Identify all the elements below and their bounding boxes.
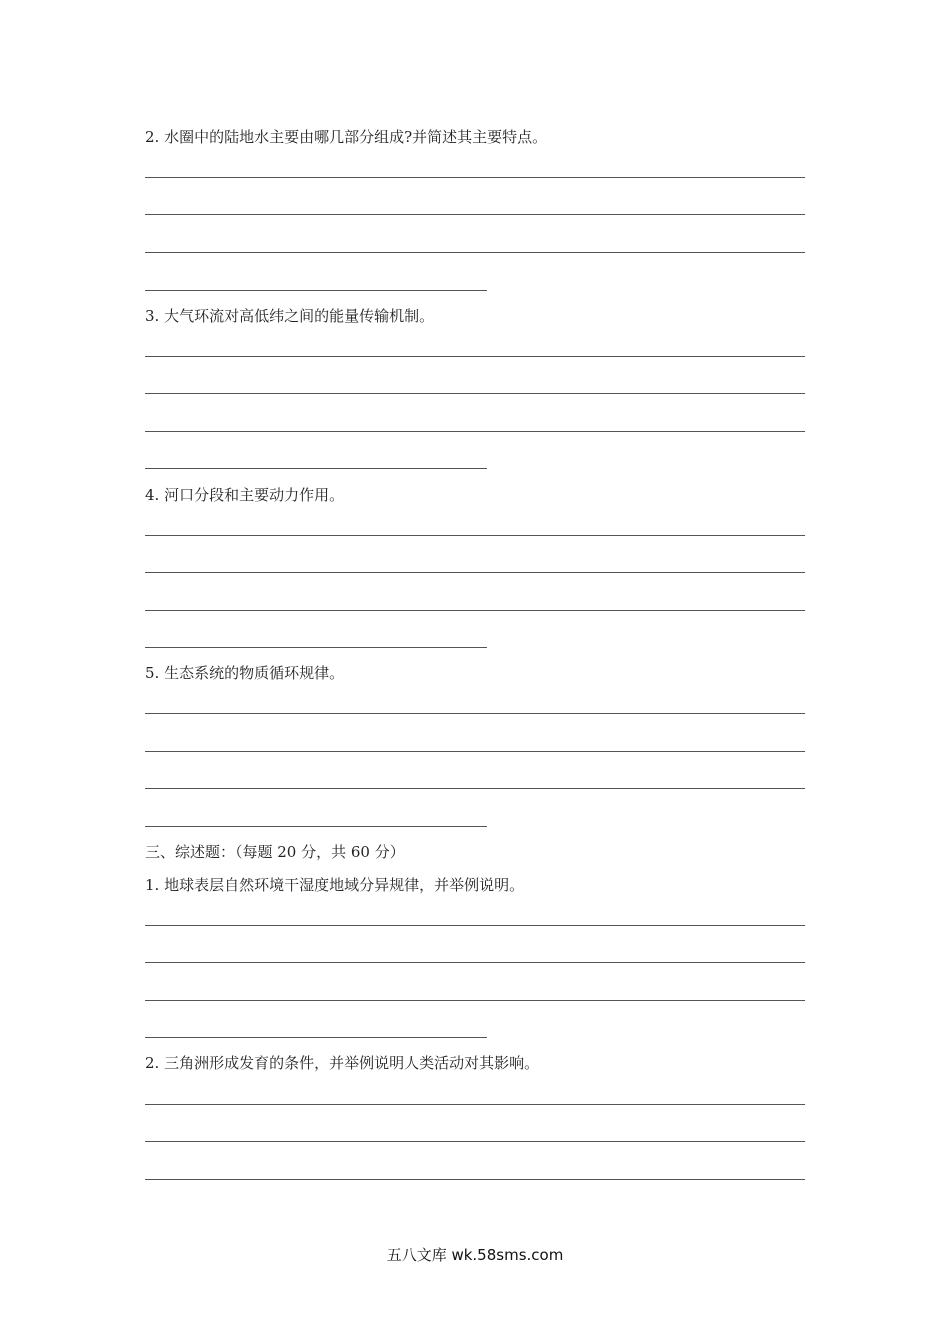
question-5-ecosystem: 5. 生态系统的物质循环规律。 — [145, 664, 345, 682]
answer-line — [145, 572, 805, 573]
answer-line — [145, 252, 805, 253]
essay-question-1: 1. 地球表层自然环境干湿度地域分异规律，并举例说明。 — [145, 876, 525, 894]
answer-line — [145, 393, 805, 394]
answer-line — [145, 214, 805, 215]
answer-line-short — [145, 826, 487, 827]
footer-watermark: 五八文库 wk.58sms.com — [386, 1246, 564, 1264]
answer-line — [145, 925, 805, 926]
answer-line — [145, 788, 805, 789]
question-4-estuary: 4. 河口分段和主要动力作用。 — [145, 486, 345, 504]
answer-line — [145, 1141, 805, 1142]
answer-line-short — [145, 1037, 487, 1038]
answer-line-short — [145, 647, 487, 648]
question-3-atmosphere: 3. 大气环流对高低纬之间的能量传输机制。 — [145, 307, 435, 325]
answer-line — [145, 962, 805, 963]
answer-line — [145, 751, 805, 752]
answer-line — [145, 535, 805, 536]
answer-line — [145, 1179, 805, 1180]
answer-line — [145, 1104, 805, 1105]
answer-line — [145, 356, 805, 357]
answer-line — [145, 1000, 805, 1001]
answer-line-short — [145, 468, 487, 469]
question-2-hydrosphere: 2. 水圈中的陆地水主要由哪几部分组成?并简述其主要特点。 — [145, 128, 548, 146]
answer-line — [145, 177, 805, 178]
answer-line — [145, 610, 805, 611]
answer-line-short — [145, 290, 487, 291]
answer-line — [145, 431, 805, 432]
answer-line — [145, 713, 805, 714]
essay-question-2: 2. 三角洲形成发育的条件，并举例说明人类活动对其影响。 — [145, 1054, 540, 1072]
section-heading: 三、综述题：（每题 20 分，共 60 分） — [145, 843, 405, 861]
